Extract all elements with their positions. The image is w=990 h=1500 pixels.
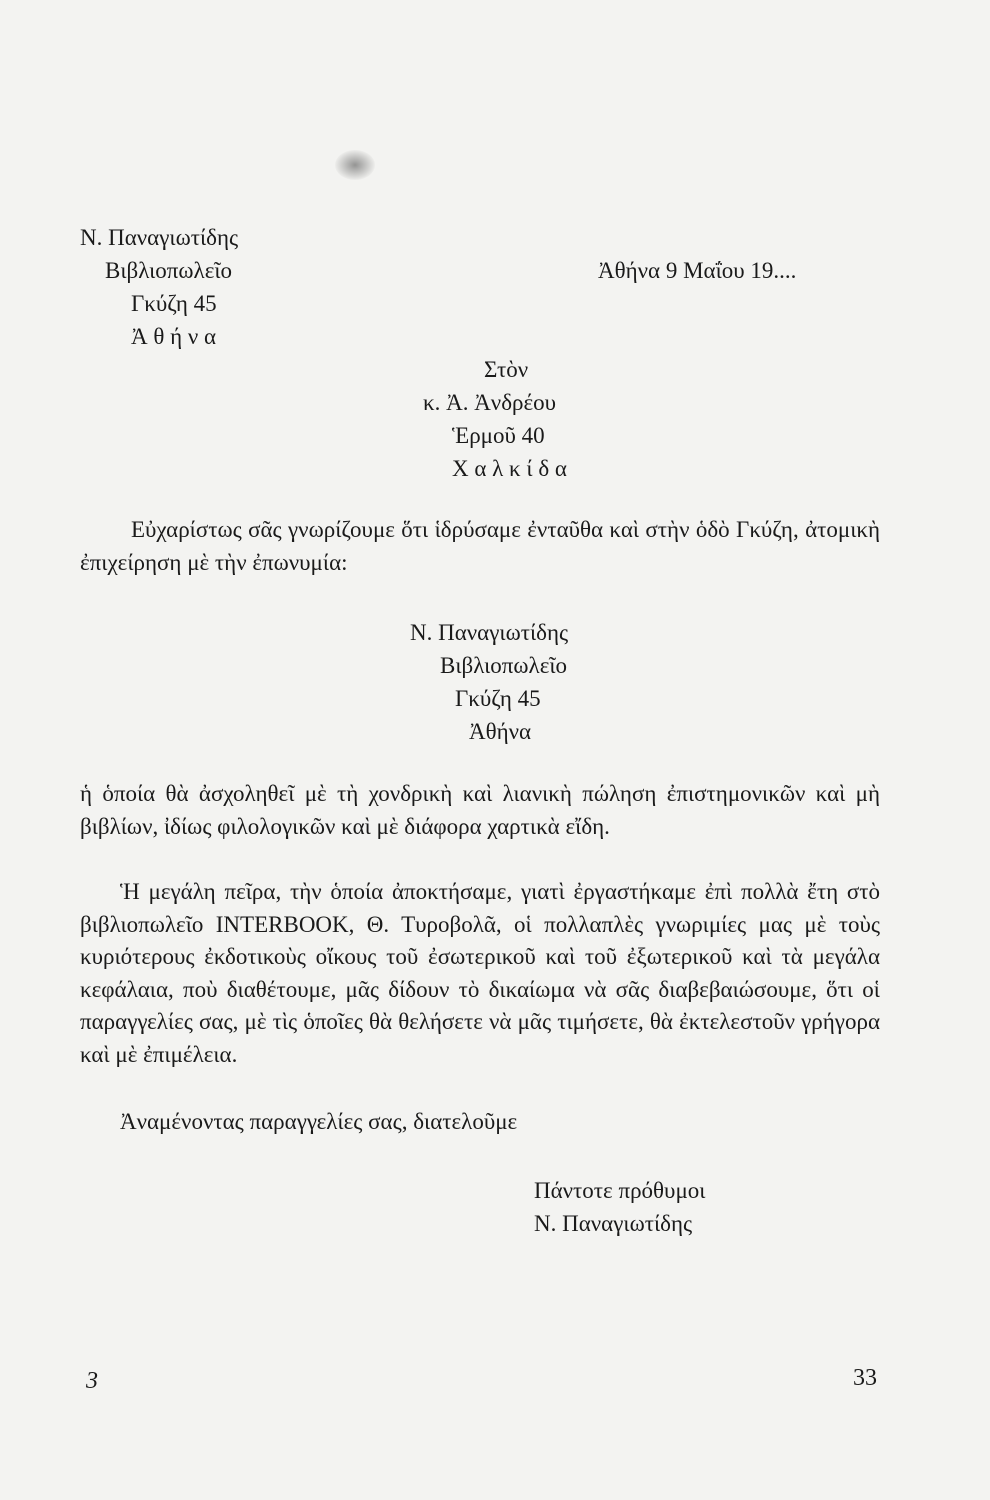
firm-business: Βιβλιοπωλεῖο xyxy=(440,653,568,678)
firm-street: Γκύζη 45 xyxy=(455,686,541,711)
recipient-street: Ἑρμοῦ 40 xyxy=(452,423,545,448)
body-paragraph-2: Ἡ μεγάλη πεῖρα, τὴν ὁποία ἀποκτήσαμε, γιατὶ ἐργαστήκαμε ἐπὶ πολλὰ ἔτη στὸ βιβλιοπωλεῖο INTERBOOK, Θ. Τυροβολᾶ, οἱ πολλαπλὲς γνωριμίες μας μὲ τοὺς κυριότερους ἐκδοτικοὺς οἴκους τοῦ ἐσωτερικοῦ καὶ τοῦ ἐξωτερικοῦ καὶ τὰ μεγάλα κεφάλαια, ποὺ διαθέτουμε, μᾶς δίδουν τὸ δικαίωμα νὰ σᾶς διαβεβαιώσουμε, ὅτι οἱ παραγγελίες σας, μὲ τὶς ὁποῖες θὰ θελήσετε νὰ μᾶς τιμήσετε, θὰ ἐκτελεστοῦν γρήγορα καὶ μὲ ἐπιμέλεια. xyxy=(80,879,880,1067)
closing-signature: Ν. Παναγιωτίδης xyxy=(534,1211,693,1236)
ink-smudge xyxy=(335,150,375,180)
intro-paragraph: Εὐχαρίστως σᾶς γνωρίζουμε ὅτι ἱδρύσαμε ἐνταῦθα καὶ στὴν ὁδὸ Γκύζη, ἀτομικὴ ἐπιχείρηση μὲ τὴν ἐπωνυμία: xyxy=(80,517,880,575)
sender-street: Γκύζη 45 xyxy=(131,291,217,316)
firm-name: Ν. Παναγιωτίδης xyxy=(410,620,569,645)
sender-city: Ἀ θ ή ν α xyxy=(131,324,217,349)
sender-name: Ν. Παναγιωτίδης xyxy=(80,225,239,250)
sender-business: Βιβλιοπωλεῖο xyxy=(105,258,233,283)
footer-right-number: 33 xyxy=(853,1365,877,1391)
recipient-city: Χ α λ κ ί δ α xyxy=(452,456,567,481)
recipient-name: κ. Ἀ. Ἀνδρέου xyxy=(423,390,557,415)
body-paragraph-3: Ἀναμένοντας παραγγελίες σας, διατελοῦμε xyxy=(120,1109,518,1134)
firm-city: Ἀθήνα xyxy=(469,719,532,744)
letter-date: Ἀθήνα 9 Μαΐου 19.... xyxy=(598,258,797,283)
body-paragraph-1: ἡ ὁποία θὰ ἀσχοληθεῖ μὲ τὴ χονδρικὴ καὶ λιανικὴ πώληση ἐπιστημονικῶν καὶ μὴ βιβλίων, ἰδίως φιλολογικῶν καὶ μὲ διάφορα χαρτικὰ εἴδη. xyxy=(80,781,880,839)
recipient-to: Στὸν xyxy=(484,357,529,382)
footer-left-number: 3 xyxy=(86,1368,98,1394)
closing-phrase: Πάντοτε πρόθυμοι xyxy=(534,1178,706,1203)
